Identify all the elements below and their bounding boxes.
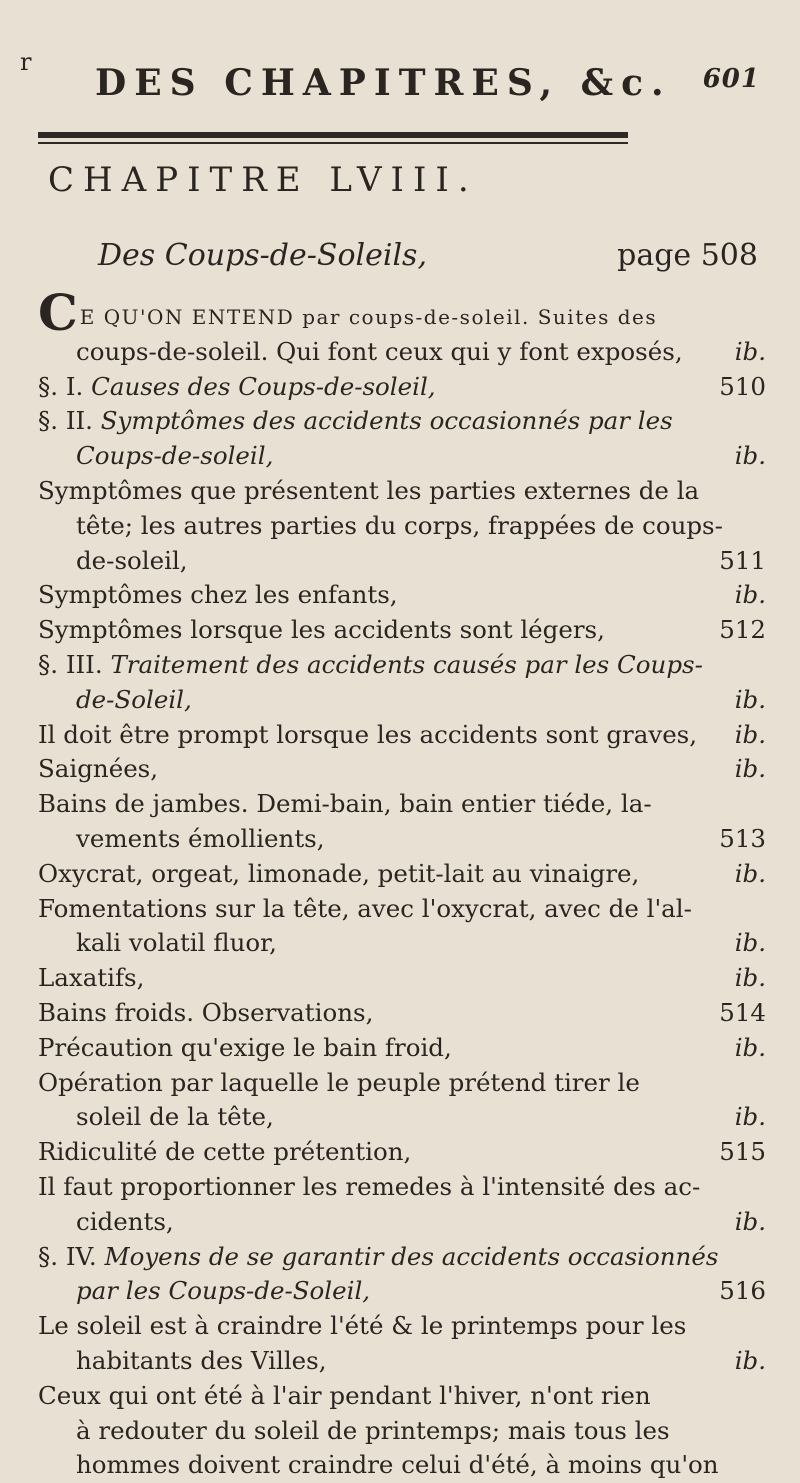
toc-entry — [38, 648, 766, 718]
toc-entry-line: hommes doivent craindre celui d'été, à moins qu'on — [76, 1450, 719, 1480]
toc-entry-line: soleil de la tête, — [76, 1102, 274, 1132]
toc-entry-line: par les Coups-de-Soleil, — [76, 1276, 371, 1306]
toc-entry — [38, 283, 766, 370]
toc-entry-line: Bains froids. Observations, — [38, 997, 374, 1027]
toc-page-ref: 514 — [719, 997, 766, 1027]
toc-entry-line: Il faut proportionner les remedes à l'intensité des ac- — [38, 1171, 701, 1201]
toc-entry-line: kali volatil fluor, — [76, 928, 277, 958]
toc-entry — [38, 961, 766, 996]
toc-page-ref: ib. — [734, 754, 766, 784]
toc-entry-line: Symptômes que présentent les parties externes de la — [38, 475, 700, 505]
toc-entry-line: Coups-de-soleil, — [76, 441, 274, 471]
chapter-subtitle — [98, 238, 758, 273]
toc-entry-line: Fomentations sur la tête, avec l'oxycrat, avec de l'al- — [38, 893, 692, 923]
toc-entry-line: Précaution qu'exige le bain froid, — [38, 1032, 452, 1062]
toc-entry — [38, 787, 766, 857]
toc-entry-line — [38, 283, 696, 342]
toc-page-ref: ib. — [734, 336, 766, 366]
toc-entry-line: cidents, — [76, 1206, 174, 1236]
toc-page-ref: ib. — [734, 1345, 766, 1375]
toc-entry-line: habitants des Villes, — [76, 1345, 327, 1375]
header-rule-thick — [38, 132, 628, 138]
toc-page-ref: ib. — [734, 928, 766, 958]
toc-entry — [38, 857, 766, 892]
toc-page-ref: ib. — [734, 1102, 766, 1132]
toc-entry — [38, 1135, 766, 1170]
toc-entry — [38, 1240, 766, 1310]
toc-entry-line: Opération par laquelle le peuple prétend tirer le — [38, 1067, 640, 1097]
subtitle-text: Des Coups-de-Soleils, — [98, 238, 427, 273]
toc-entry-text: E QU'ON ENTEND par coups-de-soleil. Suites des — [79, 305, 658, 329]
table-of-contents — [38, 283, 766, 1483]
toc-entry — [38, 370, 766, 405]
toc-entry-line: Oxycrat, orgeat, limonade, petit-lait au vinaigre, — [38, 858, 640, 888]
toc-page-ref: ib. — [734, 441, 766, 471]
toc-entry-line: §. I. Causes des Coups-de-soleil, — [38, 371, 436, 401]
toc-page-ref: ib. — [734, 963, 766, 993]
toc-entry-line: vements émollients, — [76, 823, 325, 853]
toc-page-ref: 513 — [719, 823, 766, 853]
toc-entry-line: de-Soleil, — [76, 684, 192, 714]
toc-entry — [38, 718, 766, 753]
toc-entry-line: Le soleil est à craindre l'été & le printemps pour les — [38, 1311, 687, 1341]
toc-entry — [38, 1066, 766, 1136]
chapter-title: CHAPITRE LVIII. — [48, 160, 478, 200]
toc-entry-line: Ceux qui ont été à l'air pendant l'hiver, n'ont rien — [38, 1380, 651, 1410]
toc-entry — [38, 1170, 766, 1240]
running-title: DES CHAPITRES, &c. — [95, 62, 672, 104]
toc-page-ref: ib. — [734, 580, 766, 610]
toc-entry-line: coups-de-soleil. Qui font ceux qui y font exposés, — [76, 336, 683, 366]
header-rule-thin — [38, 142, 628, 144]
toc-entry — [38, 892, 766, 962]
toc-page-ref: ib. — [734, 1206, 766, 1236]
toc-entry — [38, 752, 766, 787]
toc-page-ref: ib. — [734, 858, 766, 888]
toc-entry-line: Symptômes lorsque les accidents sont légers, — [38, 615, 605, 645]
toc-entry-line: §. IV. Moyens de se garantir des accidents occasionnés — [38, 1241, 719, 1271]
toc-page-ref: ib. — [734, 684, 766, 714]
corner-mark: r — [20, 48, 32, 76]
toc-entry — [38, 1379, 766, 1483]
toc-entry — [38, 1031, 766, 1066]
toc-page-ref: 516 — [719, 1276, 766, 1306]
toc-page-ref: ib. — [734, 1032, 766, 1062]
toc-entry-line: Symptômes chez les enfants, — [38, 580, 398, 610]
toc-page-ref: 511 — [719, 545, 766, 575]
toc-entry-line: Bains de jambes. Demi-bain, bain entier tiéde, la- — [38, 789, 652, 819]
drop-cap: C — [38, 283, 78, 342]
toc-entry-line: de-soleil, — [76, 545, 188, 575]
toc-entry-line: Saignées, — [38, 754, 159, 784]
toc-page-ref: ib. — [734, 719, 766, 749]
toc-entry-line: §. III. Traitement des accidents causés par les Coups- — [38, 649, 703, 679]
running-head — [95, 62, 760, 104]
toc-entry — [38, 578, 766, 613]
toc-entry — [38, 1309, 766, 1379]
toc-entry — [38, 404, 766, 474]
toc-entry-line: Il doit être prompt lorsque les accidents sont graves, — [38, 719, 698, 749]
toc-page-ref: 510 — [719, 371, 766, 401]
page-number: 601 — [702, 64, 760, 94]
toc-entry — [38, 474, 766, 578]
toc-entry-line: à redouter du soleil de printemps; mais tous les — [76, 1415, 670, 1445]
toc-entry-line: §. II. Symptômes des accidents occasionnés par les — [38, 406, 673, 436]
toc-entry — [38, 613, 766, 648]
toc-entry-line: Laxatifs, — [38, 963, 145, 993]
toc-entry-line: Ridiculité de cette prétention, — [38, 1137, 412, 1167]
toc-entry — [38, 996, 766, 1031]
toc-entry-line: tête; les autres parties du corps, frappées de coups- — [76, 510, 723, 540]
subtitle-page-ref: page 508 — [617, 238, 758, 273]
toc-page-ref: 515 — [719, 1137, 766, 1167]
toc-page-ref: 512 — [719, 615, 766, 645]
